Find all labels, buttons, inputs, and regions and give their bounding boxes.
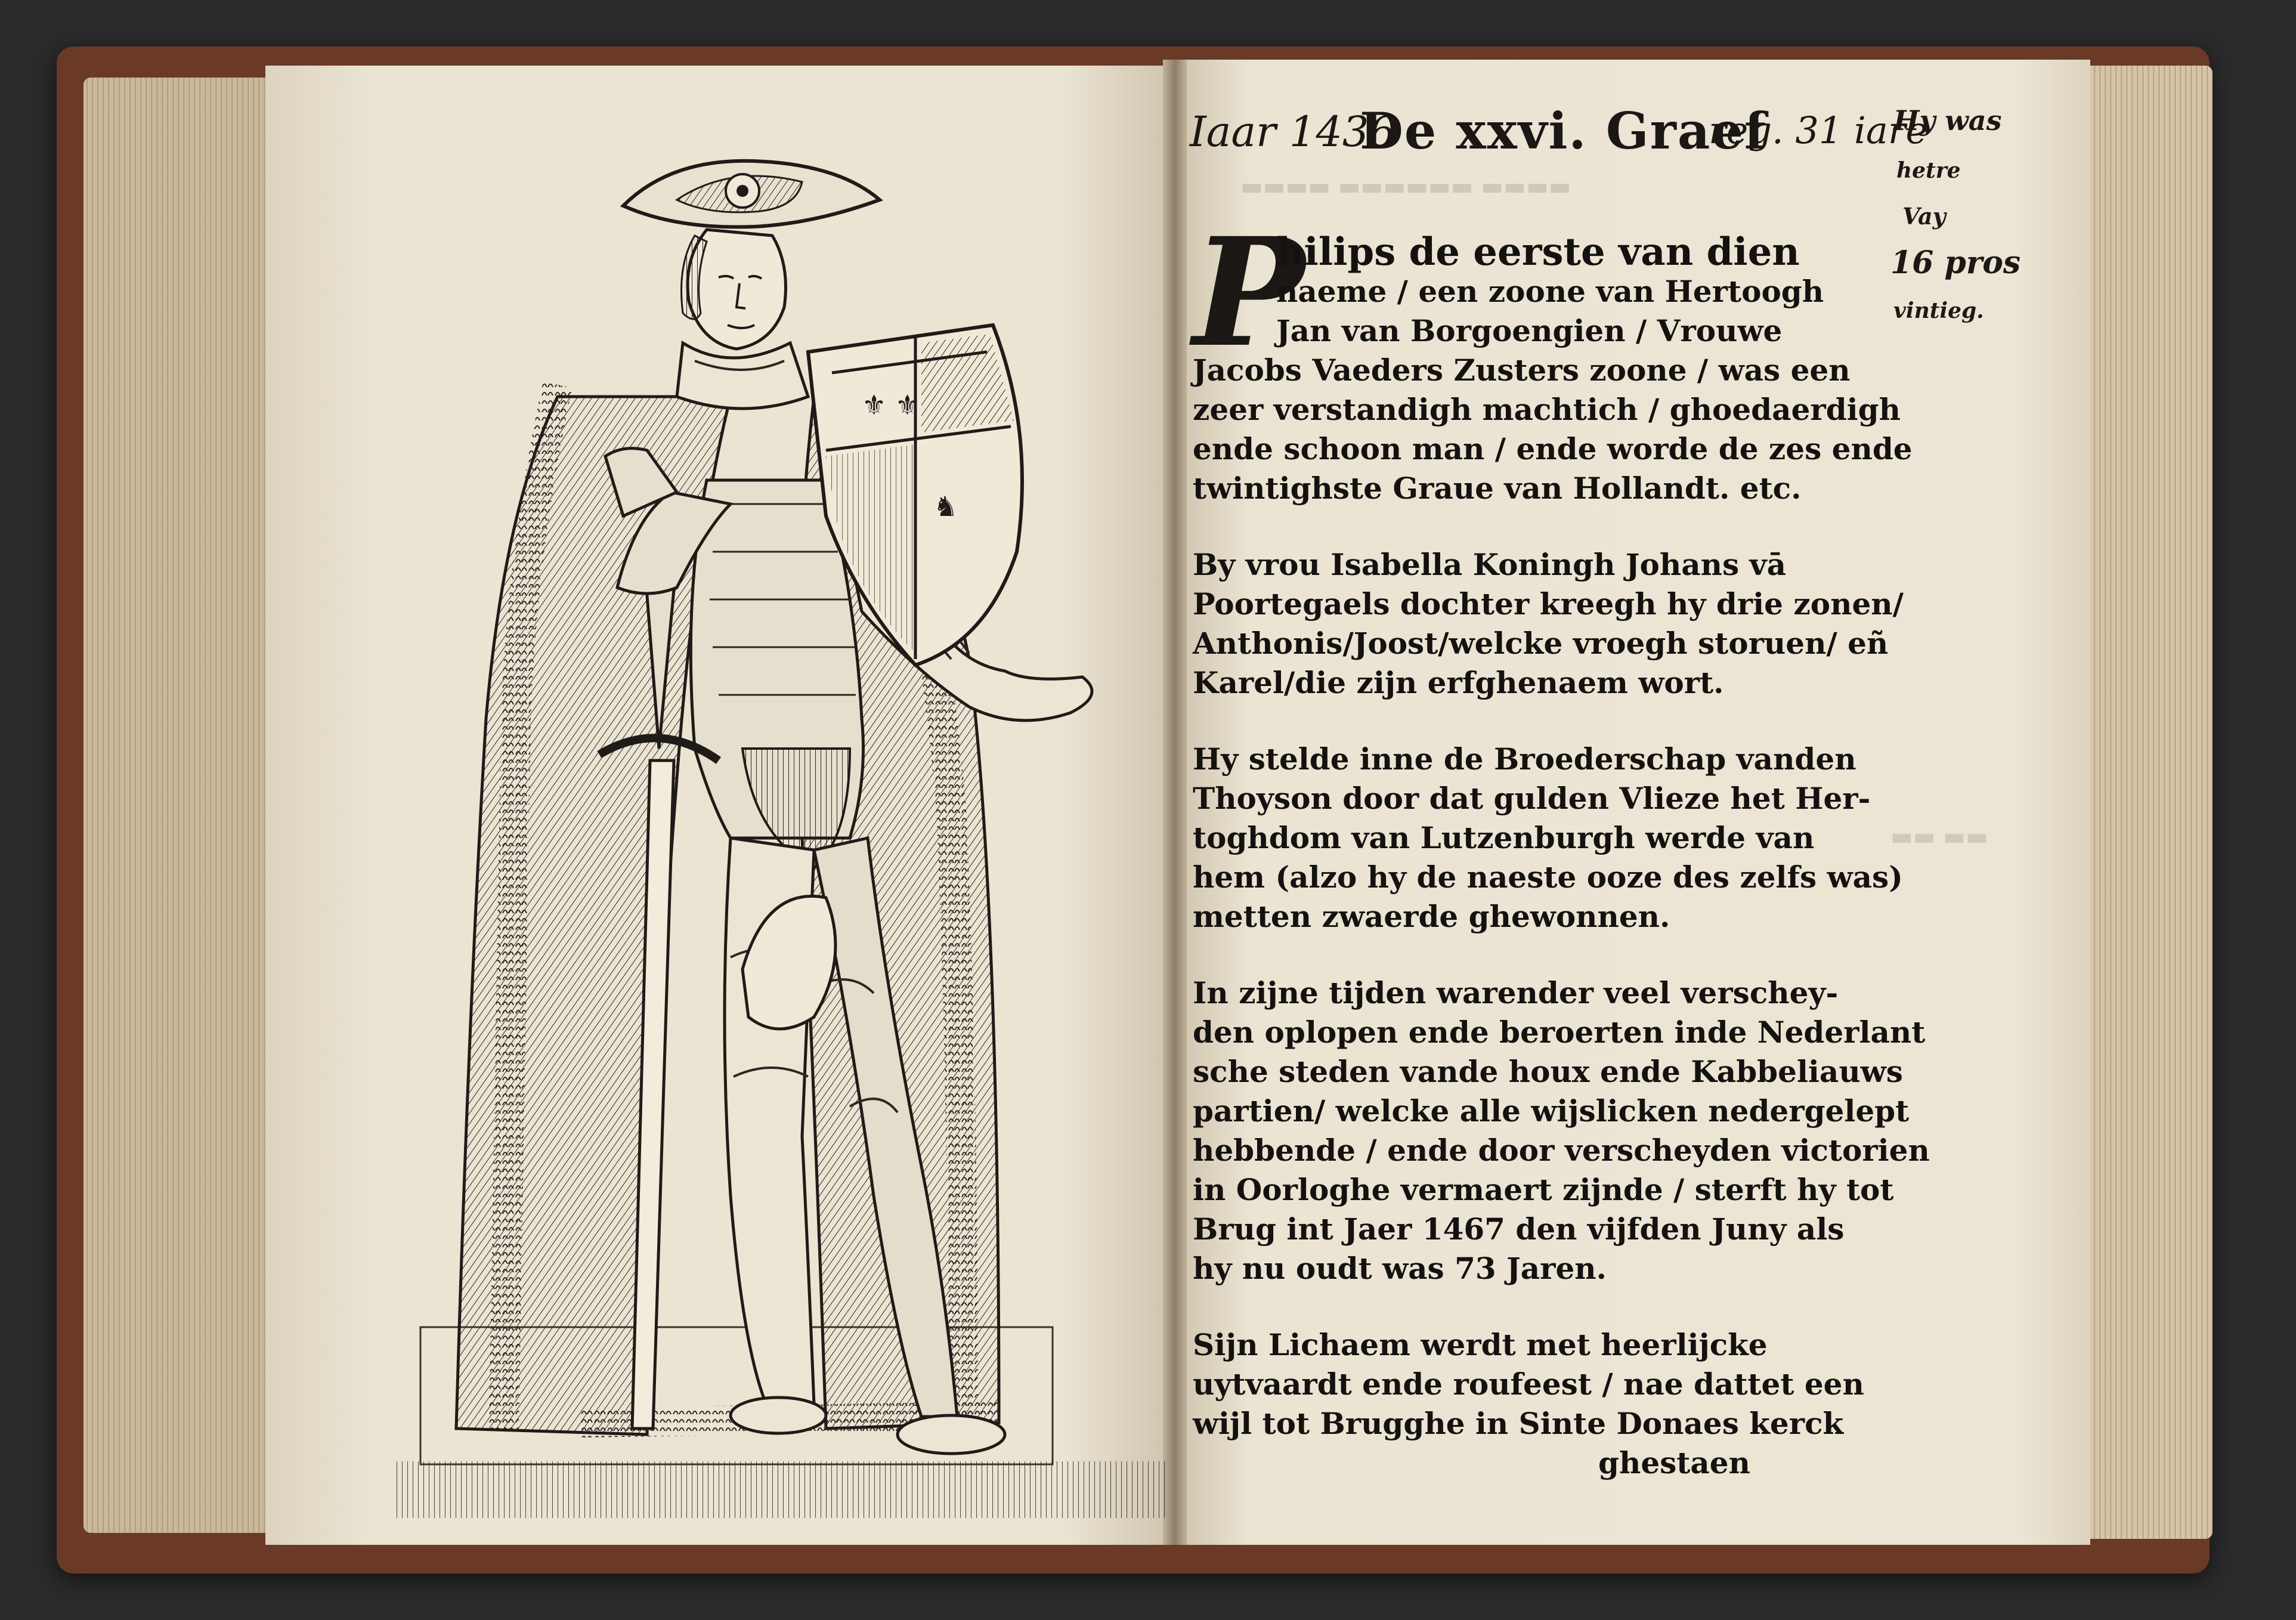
text-line: toghdom van Lutzenburgh werde van: [1193, 820, 1815, 855]
text-line: wijl tot Brugghe in Sinte Donaes kerck: [1193, 1406, 1844, 1441]
svg-text:♞: ♞: [933, 490, 958, 523]
paragraph: [1193, 973, 1930, 1288]
margin-note-line: Vay: [1902, 203, 1946, 230]
engraving-illustration: [397, 63, 1166, 1518]
text-line: Jan van Borgoengien / Vrouwe: [1276, 313, 1783, 348]
paragraph: [1193, 1325, 1879, 1483]
margin-note-line: hetre: [1896, 158, 1961, 183]
text-line: Karel/die zijn erfghenaem wort.: [1193, 665, 1724, 700]
header-title: De xxvi. Graef: [1360, 101, 1767, 160]
text-line: in Oorloghe vermaert zijnde / sterft hy tot: [1193, 1172, 1894, 1207]
page-edges-left: [83, 78, 268, 1533]
margin-note-line: Hy was: [1893, 104, 2002, 137]
page-header: [1190, 101, 2013, 173]
text-line: twintighste Graue van Hollandt. etc.: [1193, 471, 1802, 506]
show-through-text: ▬▬▬▬ ▬▬▬▬▬▬ ▬▬▬▬: [1240, 173, 1571, 200]
text-line: zeer verstandigh machtich / ghoedaerdigh: [1193, 392, 1901, 427]
header-year: Iaar 1436: [1190, 107, 1395, 156]
text-line: Anthonis/Joost/welcke vroegh storuen/ eñ: [1193, 626, 1889, 661]
book-gutter: [1163, 60, 1187, 1545]
text-line: Brug int Jaer 1467 den vijfden Juny als: [1193, 1211, 1845, 1247]
text-line: Sijn Lichaem werdt met heerlijcke: [1193, 1327, 1768, 1362]
text-line: hebbende / ende door verscheyden victorien: [1193, 1133, 1930, 1168]
decorated-initial: P: [1193, 205, 1305, 380]
head: [623, 161, 880, 349]
show-through-text: ▬▬ ▬▬: [1890, 823, 1988, 851]
text-line: hem (alzo hy de naeste ooze des zelfs was): [1193, 860, 1903, 895]
header-reign: reg. 31 iare: [1709, 109, 1928, 152]
text-line: den oplopen ende beroerten inde Nederlant: [1193, 1015, 1926, 1050]
text-line: metten zwaerde ghewonnen.: [1193, 899, 1670, 934]
margin-note-line: vintieg.: [1893, 298, 1984, 323]
text-line: In zijne tijden warender veel verschey-: [1193, 975, 1839, 1010]
text-line: hilips de eerste van dien: [1276, 230, 1800, 274]
text-line: hy nu oudt was 73 Jaren.: [1193, 1251, 1607, 1286]
body-text: [1193, 230, 1930, 1520]
svg-text:⚜ ⚜: ⚜ ⚜: [862, 389, 920, 421]
text-line: Thoyson door dat gulden Vlieze het Her-: [1193, 781, 1871, 816]
paragraph: [1193, 545, 1904, 703]
text-line: uytvaardt ende roufeest / nae dattet een: [1193, 1367, 1864, 1402]
text-line: sche steden vande houx ende Kabbeliauws: [1193, 1054, 1903, 1089]
text-line: Jacobs Vaeders Zusters zoone / was een: [1193, 353, 1851, 388]
text-line: ghestaen: [1598, 1445, 1750, 1480]
page-edges-right: [2069, 66, 2213, 1539]
text-line: ende schoon man / ende worde de zes ende: [1193, 431, 1913, 466]
paragraph: [1193, 230, 1913, 508]
text-line: partien/ welcke alle wijslicken nedergelept: [1193, 1093, 1910, 1129]
paragraph: [1193, 740, 1903, 936]
text-line: Poortegaels dochter kreegh hy drie zonen/: [1193, 586, 1904, 622]
text-line: Hy stelde inne de Broederschap vanden: [1193, 741, 1856, 777]
text-line: By vrou Isabella Koningh Johans vā: [1193, 547, 1786, 582]
text-line: naeme / een zoone van Hertoogh: [1276, 274, 1824, 309]
margin-note-line: 16 pros: [1890, 245, 2021, 281]
